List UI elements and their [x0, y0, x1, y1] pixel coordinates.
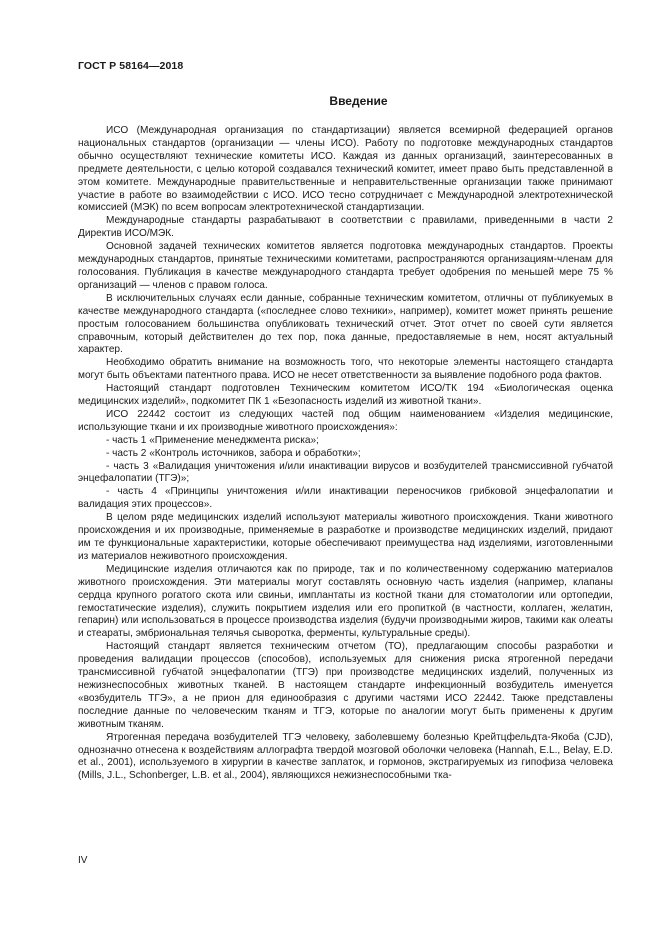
paragraph-patent-rights: Необходимо обратить внимание на возможность того, что некоторые элементы настоящего стандарта могут быть объектами патентного права. ИСО не несет ответственности за выявление подобного рода фактов.: [78, 357, 613, 382]
paragraph-iso-directives: Международные стандарты разрабатывают в соответствии с правилами, приведенными в части 2 Директив ИСО/МЭК.: [78, 215, 613, 240]
paragraph-main-task: Основной задачей технических комитетов является подготовка международных стандартов. Проекты международных стандартов, принятые техническими комитетами, распространяются организациям-членам для голосования. Публикация в качестве международного стандарта требует одобрения по меньшей мере 75 % организаций — членов с правом голоса.: [78, 241, 613, 291]
section-title: Введение: [329, 94, 388, 108]
paragraph-prepared-by: Настоящий стандарт подготовлен Техническим комитетом ИСО/ТК 194 «Биологическая оценка медицинских изделий», подкомитет ПК 1 «Безопасность изделий из животной ткани».: [78, 383, 613, 408]
paragraph-technical-report: Настоящий стандарт является техническим отчетом (ТО), предлагающим способы разработки и проведения валидации процессов (способов), используемых для снижения риска ятрогенной передачи трансмиссивной губчатой энцефалопатии (ТГЭ) при производстве медицинских изделий, полученных из нежизнеспособных животных тканей. В настоящем стандарте инфекционный возбудитель именуется «возбудитель ТГЭ», а не прион для единообразия с другими частями ИСО 22442. Также представлены последние данные по человеческим тканям и ТГЭ, которые по аналогии могут быть применены к другим животным тканям.: [78, 641, 613, 730]
paragraph-device-differences: Медицинские изделия отличаются как по природе, так и по количественному содержанию материалов животного происхождения. Эти материалы могут составлять основную часть изделия (например, клапаны сердца крупного рогатого скота или свиньи, имплантаты из костной ткани для стоматологии или ортопедии, гемостатические изделия), служить покрытием изделия или его пропиткой (в частности, коллаген, желатин, гепарин) или использоваться в процессе производства изделия (будучи производными жиров, такими как олеаты и стеараты, эмбриональная телячья сыворотка, ферменты, культуральные среды).: [78, 563, 613, 640]
paragraph-iso-federation: ИСО (Международная организация по стандартизации) является всемирной федерацией органов национальных стандартов (организации — члены ИСО). Работу по подготовке международных стандартов обычно осуществляют технические комитеты ИСО. Каждая из данных организаций, заинтересованных в предмете деятельности, с целью которой создавался технический комитет, имеет право быть представленной в этом комитете. Международные правительственные и неправительственные организации также принимают участие в работе во взаимодействии с ИСО. ИСО тесно сотрудничает с Международной электротехнической комиссией (МЭК) по всем вопросам электротехнической стандартизации.: [78, 125, 613, 214]
list-item-part-4: - часть 4 «Принципы уничтожения и/или инактивации переносчиков грибковой энцефалопатии и валидация этих процессов».: [78, 486, 613, 511]
paragraph-parts-intro: ИСО 22442 состоит из следующих частей под общим наименованием «Изделия медицинские, использующие ткани и их производные животного происхождения»:: [78, 408, 613, 433]
paragraph-iatrogenic-transmission: Ятрогенная передача возбудителей ТГЭ человеку, заболевшему болезнью Крейтцфельдта-Якоба (CJD), однозначно отнесена к воздействиям аллографта твердой мозговой оболочки человека (Hannah, E.L., Belay, E.D. et al., 2001), используемого в хирургии в качестве заплаток, и гормонов, экстрагируемых из гипофиза человека (Mills, J.L., Schonberger, L.B. et al., 2004), являющихся нежизнеспособными тка-: [78, 731, 613, 782]
list-item-part-2: - часть 2 «Контроль источников, забора и обработки»;: [106, 447, 361, 459]
list-item-part-1: - часть 1 «Применение менеджмента риска»;: [106, 434, 319, 446]
page-number: IV: [78, 855, 88, 866]
paragraph-exceptional-cases: В исключительных случаях если данные, собранные техническим комитетом, отличны от публикуемых в качестве международного стандарта («последнее слово техники», например), комитет может принять решение простым голосованием большинства опубликовать технический отчет. Этот отчет по своей сути является справочным, который действителен до тех пор, пока данные, предоставляемые в нем, носят актуальный характер.: [78, 292, 613, 356]
list-item-part-3: - часть 3 «Валидация уничтожения и/или инактивации вирусов и возбудителей трансмиссивной губчатой энцефалопатии (ТГЭ)»;: [78, 460, 613, 485]
standard-code: ГОСТ Р 58164—2018: [78, 60, 184, 72]
paragraph-animal-materials: В целом ряде медицинских изделий используют материалы животного происхождения. Ткани животного происхождения и их производные, применяемые в разработке и производстве медицинских изделий, придают им те функциональные характеристики, которые обеспечивают преимущества над изделиями, изготовленными из материалов неживотного происхождения.: [78, 512, 613, 562]
introduction-text: [78, 125, 613, 783]
